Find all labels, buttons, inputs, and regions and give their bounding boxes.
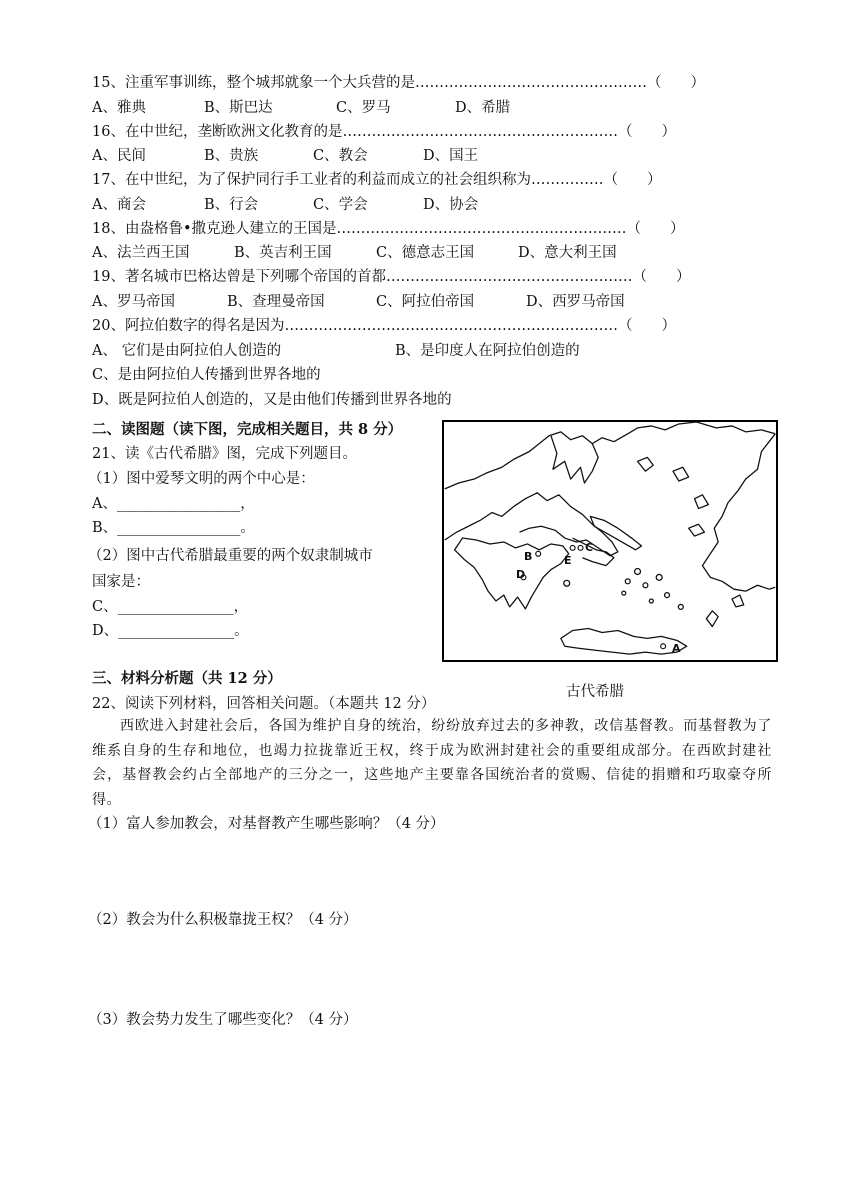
q19-option-a: A、罗马帝国 — [92, 294, 175, 310]
q22-sub3: （3）教会势力发生了哪些变化？（4 分） — [88, 1012, 358, 1028]
section-2-heading: 二、读图题（读下图，完成相关题目，共 8 分） — [92, 421, 403, 438]
q19-option-c: C、阿拉伯帝国 — [376, 294, 475, 310]
question-15-stem: 15、注重军事训练，整个城邦就象一个大兵营的是…………………………………………（ ） — [92, 75, 705, 91]
q16-option-a: A、民间 — [92, 148, 146, 164]
q17-option-a: A、商会 — [92, 197, 146, 213]
q22-sub2: （2）教会为什么积极靠拢王权？（4 分） — [88, 912, 358, 928]
ancient-greece-map — [442, 420, 778, 662]
q19-option-b: B、查理曼帝国 — [227, 294, 325, 310]
q20-option-b: B、是印度人在阿拉伯创造的 — [395, 343, 580, 359]
q20-option-a: A、 它们是由阿拉伯人创造的 — [92, 343, 282, 359]
q16-option-b: B、贵族 — [204, 148, 259, 164]
map-label-d: D — [516, 568, 526, 581]
map-label-c: C — [585, 541, 594, 554]
question-19-stem: 19、著名城市巴格达曾是下列哪个帝国的首都……………………………………………（ ） — [92, 269, 691, 285]
q15-option-a: A、雅典 — [92, 100, 146, 116]
map-label-e: E — [564, 554, 572, 567]
question-17-stem: 17、在中世纪，为了保护同行手工业者的利益而成立的社会组织称为……………（ ） — [92, 172, 662, 188]
q20-option-c: C、是由阿拉伯人传播到世界各地的 — [92, 367, 321, 383]
q21-answer-a: A、_________________， — [92, 496, 255, 512]
q15-option-d: D、希腊 — [455, 100, 511, 116]
q21-answer-d: D、________________。 — [92, 623, 249, 639]
q16-option-d: D、国王 — [423, 148, 479, 164]
q22-sub1: （1）富人参加教会，对基督教产生哪些影响？（4 分） — [88, 816, 445, 832]
q18-option-c: C、德意志王国 — [376, 245, 475, 261]
q21-sub2-line2: 国家是： — [92, 574, 150, 590]
q18-option-b: B、英吉利王国 — [234, 245, 332, 261]
q17-option-d: D、协会 — [423, 197, 479, 213]
q21-sub1: （1）图中爱琴文明的两个中心是： — [88, 471, 315, 487]
question-21-stem: 21、读《古代希腊》图，完成下列题目。 — [92, 446, 357, 462]
question-18-stem: 18、由盎格鲁•撒克逊人建立的王国是……………………………………………………（ ） — [92, 221, 685, 237]
section-3-heading: 三、材料分析题（共 12 分） — [92, 670, 282, 687]
map-drawing — [444, 422, 776, 660]
q16-option-c: C、教会 — [313, 148, 368, 164]
q21-answer-c: C、________________， — [92, 599, 249, 615]
q20-option-d: D、既是阿拉伯人创造的，又是由他们传播到世界各地的 — [92, 392, 452, 408]
q18-option-d: D、意大利王国 — [518, 245, 617, 261]
q15-option-c: C、罗马 — [336, 100, 391, 116]
question-22-stem: 22、阅读下列材料，回答相关问题。（本题共 12 分） — [92, 696, 436, 712]
q18-option-a: A、法兰西王国 — [92, 245, 190, 261]
q21-answer-b: B、_________________。 — [92, 520, 255, 536]
material-passage: 西欧进入封建社会后，各国为维护自身的统治，纷纷放弃过去的多神教，改信基督教。而基督教为了维系自身的生存和地位，也竭力拉拢靠近王权，终于成为欧洲封建社会的重要组成部分。在西欧封建社会，基督教会约占全部地产的三分之一，这些地产主要靠各国统治者的赏赐、信徒的捐赠和巧取豪夺所得。 — [92, 718, 772, 808]
map-label-b: B — [524, 550, 533, 563]
q17-option-c: C、学会 — [313, 197, 368, 213]
q19-option-d: D、西罗马帝国 — [526, 294, 625, 310]
map-caption: 古代希腊 — [566, 684, 624, 700]
q15-option-b: B、斯巴达 — [204, 100, 273, 116]
question-20-stem: 20、阿拉伯数字的得名是因为……………………………………………………………（ ） — [92, 318, 676, 334]
q17-option-b: B、行会 — [204, 197, 259, 213]
map-label-a: A — [672, 642, 681, 655]
question-16-stem: 16、在中世纪，垄断欧洲文化教育的是…………………………………………………（ ） — [92, 124, 676, 140]
q21-sub2-line1: （2）图中古代希腊最重要的两个奴隶制城市 — [88, 548, 373, 564]
